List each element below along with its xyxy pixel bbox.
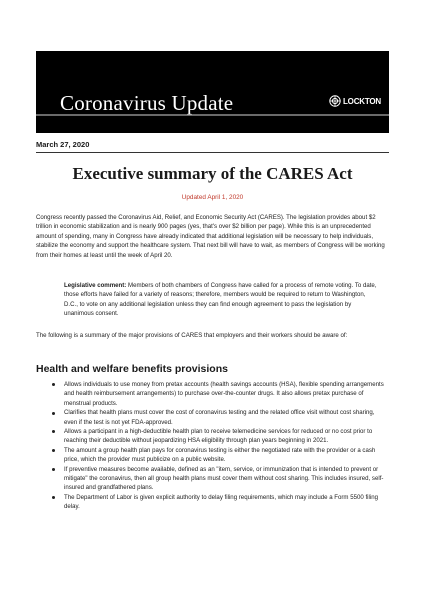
list-item bbox=[36, 380, 389, 408]
list-item bbox=[36, 465, 389, 493]
publication-date: March 27, 2020 bbox=[36, 140, 90, 149]
list-item-text: Allows a participant in a high-deductible health plan to receive telemedicine services for reduced or no cost prior to reaching their deductible without jeopardizing HSA eligibility through plan years beginning in 2021. bbox=[64, 428, 373, 445]
banner-title: Coronavirus Update bbox=[60, 91, 234, 115]
intro-paragraph: Congress recently passed the Coronavirus Aid, Relief, and Economic Security Act (CARES). The legislation provides about $2 trillion in economic stabilization and is nearly 900 pages (yes, that's over $2 billion per page). While this is an unprecedented amount of spending, many in Congress have already indicated that additional legislation will be necessary to help individuals, stabilize the economy and support the healthcare system. That next bill will have to wait, as members of Congress will be working from their homes at least until the week of April 20. bbox=[36, 214, 385, 259]
provisions-list bbox=[36, 380, 389, 512]
list-item-text: The Department of Labor is given explicit authority to delay filing requirements, which may include a Form 5500 filing delay. bbox=[64, 493, 378, 511]
list-item bbox=[36, 408, 389, 427]
lockton-logo bbox=[329, 95, 381, 107]
bullet-icon bbox=[52, 496, 55, 499]
summary-intro-paragraph: The following is a summary of the major provisions of CARES that employers and their workers should be aware of: bbox=[36, 332, 348, 339]
bullet-icon bbox=[52, 383, 55, 386]
date-divider bbox=[36, 152, 389, 153]
updated-date: Updated April 1, 2020 bbox=[181, 194, 244, 201]
lockton-mark-icon bbox=[329, 95, 341, 107]
list-item-text: The amount a group health plan pays for coronavirus testing is either the negotiated rate with the provider or a cash price, which the provider must publicize on a public website. bbox=[64, 446, 376, 464]
list-item-text: If preventive measures become available, defined as an "item, service, or immunization that is intended to prevent or mitigate" the coronavirus, then all group health plans must cover them without cost sharing. This includes insured, self-insured and grandfathered plans. bbox=[64, 465, 384, 492]
legislative-comment bbox=[64, 281, 379, 319]
legislative-comment-label: Legislative comment: bbox=[64, 282, 127, 289]
list-item-text: Allows individuals to use money from pretax accounts (health savings accounts (HSA), flexible spending arrangements and health reimbursement arrangements) to purchase over-the-counter drugs. It also allows pretax purchase of menstrual products. bbox=[64, 381, 384, 407]
list-item bbox=[36, 493, 389, 512]
bullet-icon bbox=[52, 468, 55, 471]
bullet-icon bbox=[52, 430, 55, 433]
section-heading: Health and welfare benefits provisions bbox=[36, 363, 228, 375]
logo-text: LOCKTON bbox=[342, 96, 381, 106]
header-banner bbox=[36, 51, 389, 133]
bullet-icon bbox=[52, 412, 55, 415]
bullet-icon bbox=[52, 449, 55, 452]
list-item bbox=[36, 427, 389, 446]
document-title: Executive summary of the CARES Act bbox=[72, 164, 353, 183]
list-item-text: Clarifies that health plans must cover the cost of coronavirus testing and the related office visit without cost sharing, even if the test is not yet FDA-approved. bbox=[64, 409, 375, 426]
legislative-comment-text: Members of both chambers of Congress have called for a process of remote voting. To date, those efforts have failed for a variety of reasons; therefore, members would be required to return to Washington, D.C., to vote on any additional legislation unless they can find enough agreement to pass the legislation by unanimous consent. bbox=[64, 282, 377, 318]
list-item bbox=[36, 446, 389, 465]
